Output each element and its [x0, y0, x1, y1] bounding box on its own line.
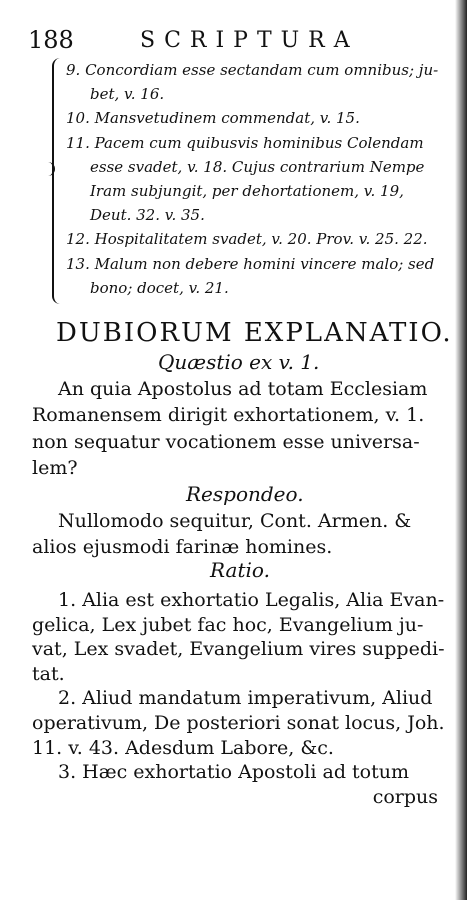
ratio-line: vat, Lex svadet, Evangelium vires suppedi-: [32, 638, 445, 661]
ratio-line: 2. Aliud mandatum imperativum, Aliud: [58, 687, 433, 710]
question-line: An quia Apostolus ad totam Ecclesiam: [58, 378, 428, 400]
outline-line: 9. Concordiam esse sectandam cum omnibus; ju-: [66, 61, 439, 79]
outline-line: 10. Mansvetudinem commendat, v. 15.: [66, 109, 360, 128]
outline-line: bono; docet, v. 21.: [90, 278, 229, 297]
respondeo-line: alios ejusmodi farinæ homines.: [32, 536, 333, 559]
outline-line: 11. Pacem cum quibusvis hominibus Colendam: [66, 133, 424, 152]
outline-line: Iram subjungit, per dehortationem, v. 19,: [90, 181, 404, 200]
outline-line: esse svadet, v. 18. Cujus contrarium Nempe: [90, 157, 425, 176]
respondeo-heading: Respondeo.: [186, 482, 304, 506]
ratio-text: [32, 588, 452, 809]
outline-brace: [52, 58, 64, 304]
ratio-heading: Ratio.: [210, 558, 270, 582]
page-edge-shadow: [455, 0, 467, 900]
page-header: [28, 26, 448, 58]
ratio-line: gelica, Lex jubet fac hoc, Evangelium ju-: [32, 613, 424, 636]
question-line: non sequatur vocationem esse universa-: [32, 430, 420, 453]
ratio-line: 11. v. 43. Adesdum Labore, &c.: [32, 736, 334, 759]
section-title: DUBIORUM EXPLANATIO.: [56, 318, 453, 348]
ratio-line: tat.: [32, 662, 65, 685]
outline-line: Deut. 32. v. 35.: [90, 206, 205, 225]
catchword: corpus: [372, 785, 438, 808]
outline-line: 12. Hospitalitatem svadet, v. 20. Prov. v. 25. 22.: [66, 230, 428, 249]
respondeo-text: [32, 508, 452, 561]
running-title: SCRIPTURA: [140, 28, 359, 53]
ratio-line: 3. Hæc exhortatio Apostoli ad totum: [58, 761, 409, 784]
ratio-line: 1. Alia est exhortatio Legalis, Alia Evan-: [58, 589, 445, 611]
outline-line: 13. Malum non debere homini vincere malo; sed: [66, 254, 435, 273]
respondeo-line: Nullomodo sequitur, Cont. Armen. &: [58, 510, 412, 532]
question-line: Romanensem dirigit exhortationem, v. 1.: [32, 404, 425, 427]
ratio-line: operativum, De posteriori sonat locus, Joh.: [32, 711, 445, 734]
page-number: 188: [28, 26, 74, 54]
question-heading: Quæstio ex v. 1.: [158, 350, 320, 374]
outline-line: bet, v. 16.: [90, 85, 165, 104]
question-text: [32, 376, 452, 482]
question-line: lem?: [32, 457, 78, 480]
outline-list: [66, 58, 454, 300]
